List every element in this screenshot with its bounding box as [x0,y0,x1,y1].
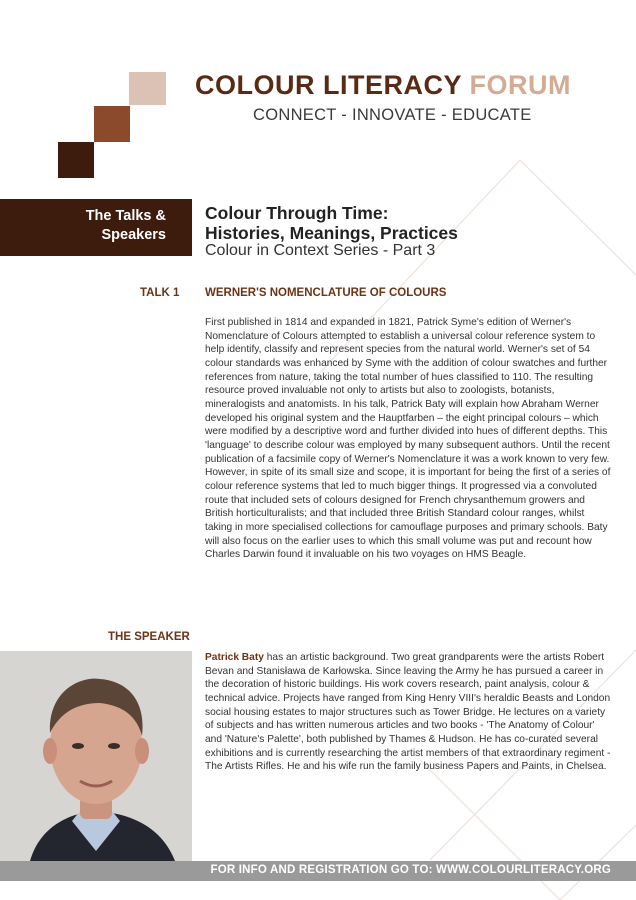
banner-line-2: Speakers [101,227,166,243]
logo-title-forum: FORUM [469,70,572,100]
speaker-photo [0,651,192,861]
banner-line-1: The Talks & [85,208,166,224]
event-title-line-1: Colour Through Time: [205,203,389,223]
speaker-bio-text: has an artistic background. Two great grandparents were the artists Robert Bevan and Stanisława de Karłowska. Since leaving the Army he has pursued a career in the decoration of historic buildings. His work covers research, paint analysis, colour & technical advice. Projects have ranged from King Henry VIII's heraldic Beasts and London social housing estates to major structures such as Tower Bridge. He lectures on a variety of subjects and has written numerous articles and two books - 'The Anatomy of Colour' and 'Nature's Palette', both published by Thames & Hudson. He has co-curated several exhibitions and is currently researching the artist members of that extraordinary regiment - The Artists Rifles. He and his wife run the family business Papers and Paints, in Chelsea. [205,652,611,773]
event-title [205,203,458,243]
logo-square-light [129,72,166,105]
section-banner [0,199,192,256]
tagline: CONNECT - INNOVATE - EDUCATE [253,106,532,124]
speaker-bio [205,651,613,774]
logo-title-main: COLOUR LITERACY [195,70,462,100]
talk-description: First published in 1814 and expanded in 1821, Patrick Syme's edition of Werner's Nomenclature of Colours attempted to establish a universal colour reference system to help identify, classify and represent species from the natural world. Werner's set of 54 colour standards was enhanced by Syme with the addition of colour swatches and further references from nature, taking the total number of hues classified to 110. The resulting resource proved invaluable not only to artists but also to zoologists, botanists, mineralogists and anatomists. In his talk, Patrick Baty will explain how Abraham Werner developed his original system and the Hauptfarben – the eight principal colours – which were modified by a descriptive word and further divided into hues of different depths. This 'language' to describe colour was employed by many subsequent authors. Until the recent publication of a facsimile copy of Werner's Nomenclature it was a work known to very few. However, in spite of its small size and scope, it is important for being the first of a series of colour reference systems that led to much bigger things. It progressed via a convoluted route that included sets of colours designed for French chrysanthemum growers and British horticulturalists; and that included three British Standard colour ranges, whilst taking in more specialised collections for camouflage purposes and primary schools. Baty will also focus on the earlier uses to which this small volume was put and recount how Charles Darwin found it invaluable on his two voyages on HMS Beagle. [205,317,611,561]
footer-registration-text: FOR INFO AND REGISTRATION GO TO: WWW.COLOURLITERACY.ORG [210,864,611,876]
logo-title [195,70,571,101]
talk-label: TALK 1 [140,287,180,299]
event-title-line-2: Histories, Meanings, Practices [205,223,458,243]
talk-title: WERNER'S NOMENCLATURE OF COLOURS [205,287,447,299]
logo-square-medium [94,106,130,142]
logo-square-dark [58,142,94,178]
event-series: Colour in Context Series - Part 3 [205,242,436,259]
section-banner-text [86,207,166,245]
speaker-name: Patrick Baty [205,652,264,663]
speaker-label: THE SPEAKER [108,631,190,643]
footer-bar [0,861,636,881]
